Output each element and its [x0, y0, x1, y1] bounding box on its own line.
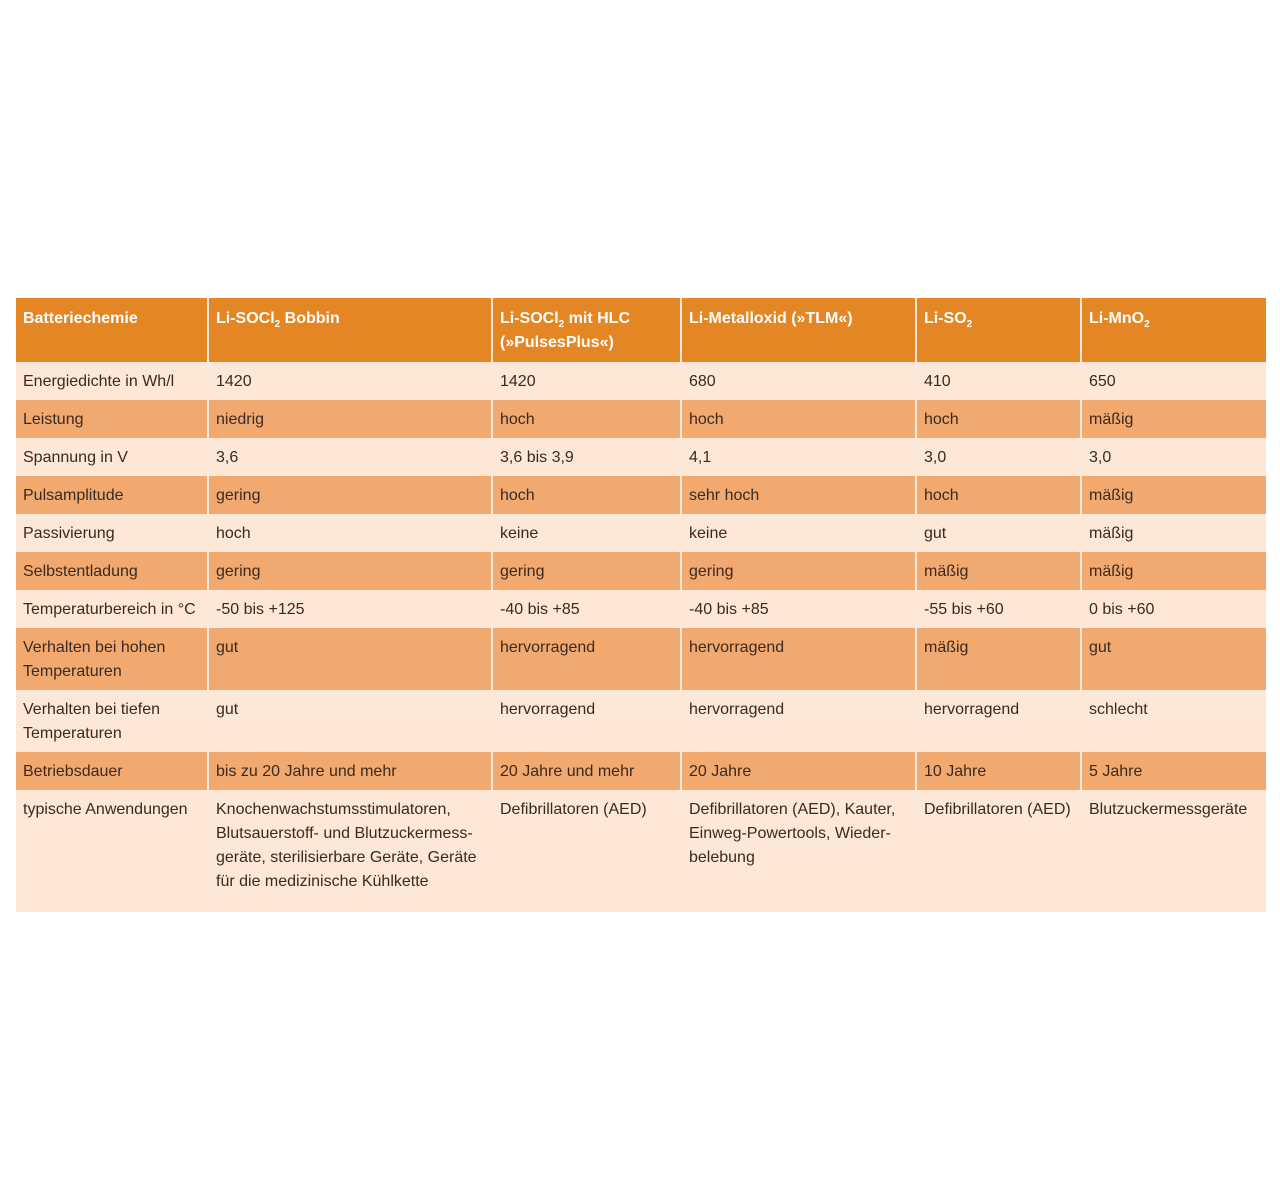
- row-label: Betriebsdauer: [16, 752, 208, 790]
- table-cell: hoch: [208, 514, 492, 552]
- table-cell: Defibrillatoren (AED), Kauter, Einweg-Powertools, Wieder-belebung: [681, 790, 916, 912]
- table-cell: -50 bis +125: [208, 590, 492, 628]
- table-cell: mäßig: [916, 552, 1081, 590]
- table-row-passivierung: [16, 514, 1266, 552]
- table-cell: gering: [681, 552, 916, 590]
- table-cell: 3,6 bis 3,9: [492, 438, 681, 476]
- row-label: Spannung in V: [16, 438, 208, 476]
- table-cell: hoch: [492, 476, 681, 514]
- header-cell-li-socl2-hlc: Li-SOCl$_2$ mit HLC (»PulsesPlus«): [492, 298, 681, 362]
- table-cell: hervorragend: [916, 690, 1081, 752]
- table-cell: hoch: [916, 476, 1081, 514]
- row-label: Passivierung: [16, 514, 208, 552]
- table-cell: -40 bis +85: [681, 590, 916, 628]
- table-cell: sehr hoch: [681, 476, 916, 514]
- table-cell: 3,0: [1081, 438, 1266, 476]
- table-cell: -40 bis +85: [492, 590, 681, 628]
- table-cell: hoch: [492, 400, 681, 438]
- table-cell: hervorragend: [681, 628, 916, 690]
- table-row-spannung: [16, 438, 1266, 476]
- table-row-pulsamplitude: [16, 476, 1266, 514]
- table-cell: hoch: [916, 400, 1081, 438]
- table-cell: mäßig: [916, 628, 1081, 690]
- header-cell-batteriechemie: Batteriechemie: [16, 298, 208, 362]
- row-label: Leistung: [16, 400, 208, 438]
- table-cell: 0 bis +60: [1081, 590, 1266, 628]
- header-cell-li-socl2-bobbin: Li-SOCl$_2$ Bobbin: [208, 298, 492, 362]
- table-cell: gering: [208, 552, 492, 590]
- row-label: Verhalten bei hohen Temperaturen: [16, 628, 208, 690]
- table-cell: keine: [492, 514, 681, 552]
- row-label: typische Anwendungen: [16, 790, 208, 912]
- table-cell: mäßig: [1081, 400, 1266, 438]
- table-cell: mäßig: [1081, 514, 1266, 552]
- table-cell: 650: [1081, 362, 1266, 400]
- table-cell: gut: [208, 690, 492, 752]
- table-cell: 3,0: [916, 438, 1081, 476]
- header-cell-li-metalloxid: Li-Metalloxid (»TLM«): [681, 298, 916, 362]
- row-label: Energiedichte in Wh/l: [16, 362, 208, 400]
- table-cell: 1420: [492, 362, 681, 400]
- table-cell: 3,6: [208, 438, 492, 476]
- table-cell: gering: [208, 476, 492, 514]
- table-cell: 5 Jahre: [1081, 752, 1266, 790]
- table-cell: niedrig: [208, 400, 492, 438]
- table-cell: Defibrillatoren (AED): [492, 790, 681, 912]
- table-cell: Blutzuckermessgeräte: [1081, 790, 1266, 912]
- table-cell: gut: [1081, 628, 1266, 690]
- battery-comparison-table-container: [16, 298, 1266, 912]
- table-cell: 10 Jahre: [916, 752, 1081, 790]
- table-cell: hoch: [681, 400, 916, 438]
- table-cell: 20 Jahre und mehr: [492, 752, 681, 790]
- table-row-temperaturbereich: [16, 590, 1266, 628]
- table-cell: gut: [208, 628, 492, 690]
- row-label: Verhalten bei tiefen Temperaturen: [16, 690, 208, 752]
- table-row-leistung: [16, 400, 1266, 438]
- table-cell: hervorragend: [681, 690, 916, 752]
- table-cell: 680: [681, 362, 916, 400]
- table-cell: keine: [681, 514, 916, 552]
- table-cell: mäßig: [1081, 476, 1266, 514]
- table-cell: 1420: [208, 362, 492, 400]
- table-cell: 4,1: [681, 438, 916, 476]
- table-row-selbstentladung: [16, 552, 1266, 590]
- table-cell: 410: [916, 362, 1081, 400]
- table-cell: 20 Jahre: [681, 752, 916, 790]
- table-cell: bis zu 20 Jahre und mehr: [208, 752, 492, 790]
- table-row-hohe-temperaturen: [16, 628, 1266, 690]
- table-cell: hervorragend: [492, 690, 681, 752]
- table-cell: schlecht: [1081, 690, 1266, 752]
- row-label: Pulsamplitude: [16, 476, 208, 514]
- table-cell: hervorragend: [492, 628, 681, 690]
- table-cell: Knochenwachstumsstimulatoren, Blutsauerstoff- und Blutzuckermess-geräte, sterilisierbare Geräte, Geräte für die medizinische Kühlkette: [208, 790, 492, 912]
- table-cell: -55 bis +60: [916, 590, 1081, 628]
- table-row-tiefe-temperaturen: [16, 690, 1266, 752]
- table-row-betriebsdauer: [16, 752, 1266, 790]
- table-cell: mäßig: [1081, 552, 1266, 590]
- table-row-anwendungen: [16, 790, 1266, 912]
- table-cell: Defibrillatoren (AED): [916, 790, 1081, 912]
- table-cell: gut: [916, 514, 1081, 552]
- table-cell: gering: [492, 552, 681, 590]
- table-row-energiedichte: [16, 362, 1266, 400]
- row-label: Selbstentladung: [16, 552, 208, 590]
- battery-comparison-table: [16, 298, 1266, 912]
- header-cell-li-mno2: Li-MnO$_2$: [1081, 298, 1266, 362]
- row-label: Temperaturbereich in °C: [16, 590, 208, 628]
- table-header-row: [16, 298, 1266, 362]
- header-cell-li-so2: $Li-SO_2$: [916, 298, 1081, 362]
